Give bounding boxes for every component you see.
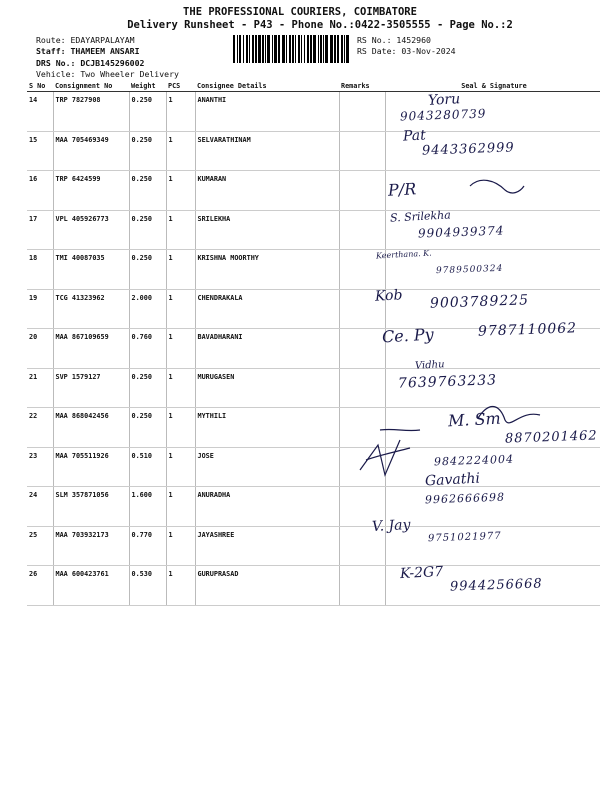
cell-pcs: 1: [166, 408, 195, 448]
signature-name: M. Sm: [447, 408, 502, 431]
signature-phone: 9944256668: [449, 576, 543, 595]
signature-name: P/R: [387, 179, 417, 200]
cell-weight: 2.000: [129, 289, 166, 329]
cell-sno: 25: [27, 526, 53, 566]
cell-pcs: 1: [166, 131, 195, 171]
signature-name: Pat: [402, 127, 427, 145]
cell-consignment: MAA 705469349: [53, 131, 129, 171]
signature-phone: 9904939374: [417, 223, 505, 241]
cell-pcs: 1: [166, 526, 195, 566]
cell-consignment: SLM 357871056: [53, 487, 129, 527]
cell-consignment: MAA 703932173: [53, 526, 129, 566]
vehicle-label: Vehicle: Two Wheeler Delivery: [36, 69, 179, 79]
cell-consignment: TMI 40087035: [53, 250, 129, 290]
cell-consignment: MAA 600423761: [53, 566, 129, 606]
cell-consignee: MYTHILI: [195, 408, 339, 448]
cell-consignee: MURUGASEN: [195, 368, 339, 408]
cell-consignee: GURUPRASAD: [195, 566, 339, 606]
route-label: Route: EDAYARPALAYAM: [36, 35, 135, 45]
cell-weight: 1.600: [129, 487, 166, 527]
signature-phone: 8870201462: [504, 428, 598, 447]
cell-consignment: TRP 6424599: [53, 171, 129, 211]
signature-phone: 7639763233: [397, 372, 498, 392]
cell-sno: 21: [27, 368, 53, 408]
cell-weight: 0.530: [129, 566, 166, 606]
cell-weight: 0.250: [129, 210, 166, 250]
cell-consignee: JOSE: [195, 447, 339, 487]
cell-sno: 24: [27, 487, 53, 527]
cell-pcs: 1: [166, 92, 195, 132]
col-header-remarks: Remarks: [339, 80, 385, 92]
signature-name: Yoru: [427, 91, 461, 109]
cell-weight: 0.250: [129, 131, 166, 171]
cell-weight: 0.250: [129, 171, 166, 211]
cell-consignee: JAYASHREE: [195, 526, 339, 566]
signature-phone: 9842224004: [433, 452, 515, 469]
cell-consignment: MAA 705511926: [53, 447, 129, 487]
cell-sno: 19: [27, 289, 53, 329]
drs-number: DRS No.: DCJB145296002: [36, 58, 145, 68]
cell-sno: 20: [27, 329, 53, 369]
cell-pcs: 1: [166, 566, 195, 606]
cell-pcs: 1: [166, 368, 195, 408]
signature-phone: 9003789225: [429, 292, 530, 312]
cell-sno: 16: [27, 171, 53, 211]
cell-consignee: KRISHNA MOORTHY: [195, 250, 339, 290]
signature-phone: 9789500324: [435, 263, 504, 277]
rs-date: RS Date: 03-Nov-2024: [357, 46, 456, 56]
signature-phone: 9787110062: [477, 320, 578, 340]
cell-weight: 0.250: [129, 92, 166, 132]
cell-consignment: MAA 868042456: [53, 408, 129, 448]
cell-consignment: MAA 867109659: [53, 329, 129, 369]
cell-consignee: KUMARAN: [195, 171, 339, 211]
signature-phone: 9043280739: [399, 106, 487, 124]
cell-sno: 17: [27, 210, 53, 250]
staff-label: Staff: THAMEEM ANSARI: [36, 46, 140, 56]
cell-sno: 18: [27, 250, 53, 290]
cell-pcs: 1: [166, 447, 195, 487]
cell-pcs: 1: [166, 487, 195, 527]
cell-consignment: TRP 7827908: [53, 92, 129, 132]
signature-name: Kob: [374, 287, 403, 305]
signature-name: Gavathi: [424, 470, 481, 490]
cell-consignment: VPL 405926773: [53, 210, 129, 250]
cell-consignee: SELVARATHINAM: [195, 131, 339, 171]
signature-name: Vidhu: [414, 359, 445, 372]
cell-sno: 14: [27, 92, 53, 132]
col-header-consignment: Consignment No: [53, 80, 129, 92]
cell-consignee: ANURADHA: [195, 487, 339, 527]
cell-pcs: 1: [166, 289, 195, 329]
signature-name: K-2G7: [399, 563, 444, 583]
col-header-signature: Seal & Signature: [385, 80, 600, 92]
company-title: THE PROFESSIONAL COURIERS, COIMBATORE: [183, 6, 417, 18]
signature-name: Ce. Py: [381, 324, 435, 347]
cell-sno: 23: [27, 447, 53, 487]
cell-sno: 26: [27, 566, 53, 606]
col-header-pcs: PCS: [166, 80, 195, 92]
cell-consignment: SVP 1579127: [53, 368, 129, 408]
cell-weight: 0.770: [129, 526, 166, 566]
cell-consignment: TCG 41323962: [53, 289, 129, 329]
signature-name: V. Jay: [371, 517, 411, 535]
signature-phone: 9962666698: [424, 490, 506, 507]
cell-consignee: CHENDRAKALA: [195, 289, 339, 329]
cell-pcs: 1: [166, 329, 195, 369]
cell-pcs: 1: [166, 250, 195, 290]
cell-sno: 15: [27, 131, 53, 171]
signature-name: S. Srilekha: [389, 208, 452, 225]
cell-pcs: 1: [166, 210, 195, 250]
signature-name: Keerthana. K.: [375, 248, 432, 261]
col-header-consignee: Consignee Details: [195, 80, 339, 92]
cell-pcs: 1: [166, 171, 195, 211]
cell-weight: 0.250: [129, 250, 166, 290]
cell-consignee: SRILEKHA: [195, 210, 339, 250]
signature-phone: 9443362999: [421, 140, 515, 159]
cell-weight: 0.510: [129, 447, 166, 487]
col-header-weight: Weight: [129, 80, 166, 92]
cell-weight: 0.250: [129, 408, 166, 448]
cell-consignee: BAVADHARANI: [195, 329, 339, 369]
cell-weight: 0.250: [129, 368, 166, 408]
cell-sno: 22: [27, 408, 53, 448]
cell-weight: 0.760: [129, 329, 166, 369]
rs-number: RS No.: 1452960: [357, 35, 431, 45]
col-header-sno: S No: [27, 80, 53, 92]
cell-consignee: ANANTHI: [195, 92, 339, 132]
signature-phone: 9751021977: [427, 530, 502, 545]
runsheet-title: Delivery Runsheet - P43 - Phone No.:0422-3505555 - Page No.:2: [127, 19, 513, 31]
